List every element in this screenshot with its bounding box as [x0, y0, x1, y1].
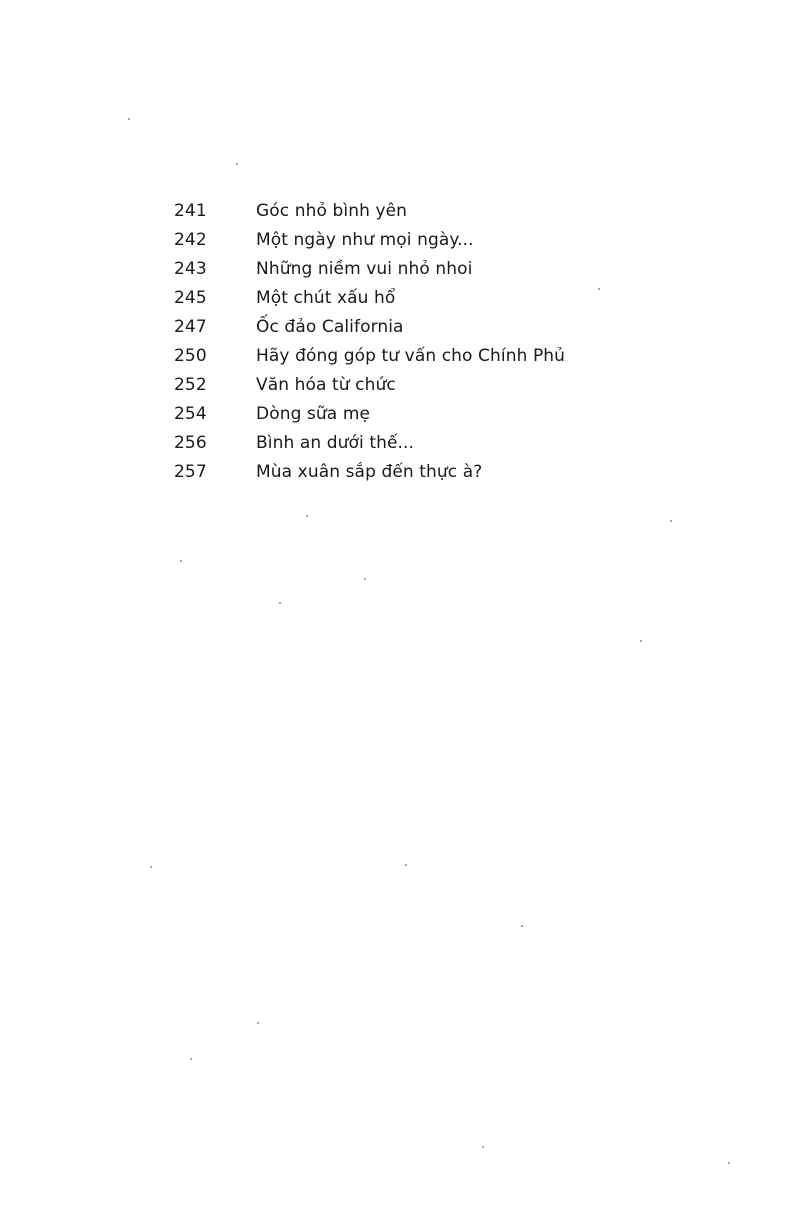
toc-chapter-title: Bình an dưới thế... [256, 433, 415, 453]
toc-page-number: 252 [174, 375, 207, 395]
toc-entry[interactable] [174, 226, 734, 255]
toc-chapter-title: Một ngày như mọi ngày... [256, 230, 474, 250]
toc-page-number: 243 [174, 259, 207, 279]
toc-chapter-title: Góc nhỏ bình yên [256, 201, 408, 221]
toc-chapter-title: Dòng sữa mẹ [256, 404, 371, 424]
toc-page-number: 257 [174, 462, 207, 482]
toc-entry[interactable] [174, 284, 734, 313]
toc-entry[interactable] [174, 371, 734, 400]
toc-chapter-title: Văn hóa từ chức [256, 375, 396, 395]
toc-entry[interactable] [174, 313, 734, 342]
toc-page-number: 250 [174, 346, 207, 366]
toc-chapter-title: Hãy đóng góp tư vấn cho Chính Phủ [256, 346, 566, 366]
toc-chapter-title: Ốc đảo California [256, 317, 404, 337]
table-of-contents [174, 197, 734, 487]
toc-entry[interactable] [174, 342, 734, 371]
toc-page-number: 241 [174, 201, 207, 221]
toc-page-number: 245 [174, 288, 207, 308]
toc-entry[interactable] [174, 255, 734, 284]
toc-chapter-title: Một chút xấu hổ [256, 288, 396, 308]
toc-entry[interactable] [174, 197, 734, 226]
toc-chapter-title: Những niềm vui nhỏ nhoi [256, 259, 473, 279]
toc-page-number: 247 [174, 317, 207, 337]
toc-entry[interactable] [174, 429, 734, 458]
toc-page-number: 256 [174, 433, 207, 453]
toc-page-number: 254 [174, 404, 207, 424]
toc-page-number: 242 [174, 230, 207, 250]
toc-entry[interactable] [174, 400, 734, 429]
toc-entry[interactable] [174, 458, 734, 487]
toc-chapter-title: Mùa xuân sắp đến thực à? [256, 462, 483, 482]
